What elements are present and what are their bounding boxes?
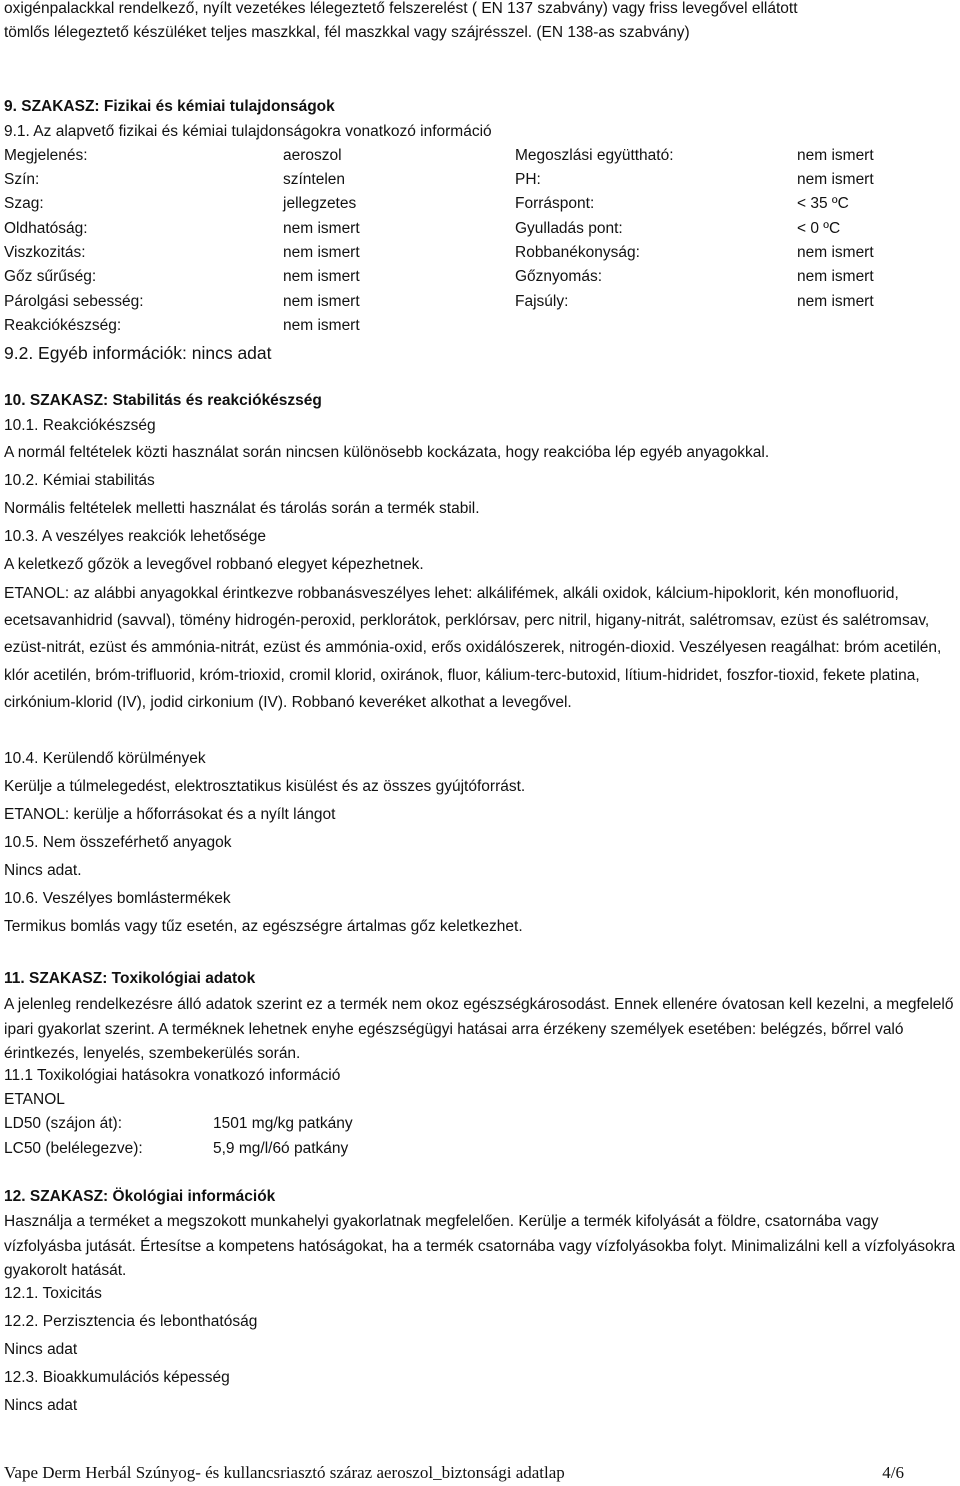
- property-label: Szag:: [4, 195, 44, 212]
- property-row: [0, 293, 960, 317]
- property-value: nem ismert: [797, 171, 874, 188]
- property-label: Megoszlási együttható:: [515, 147, 674, 164]
- property-label: Fajsúly:: [515, 293, 569, 310]
- property-value: nem ismert: [283, 317, 360, 334]
- property-label: Gőz sűrűség:: [4, 268, 97, 285]
- section-9-2-heading: 9.2. Egyéb információk: nincs adat: [4, 343, 272, 363]
- section-10-3-text: A keletkező gőzök a levegővel robbanó elegyet képezhetnek.: [4, 556, 424, 573]
- property-label: Forráspont:: [515, 195, 595, 212]
- property-value: nem ismert: [797, 147, 874, 164]
- property-label: Gyulladás pont:: [515, 220, 623, 237]
- property-value: nem ismert: [283, 268, 360, 285]
- ethanol-label: ETANOL: [4, 1091, 65, 1108]
- section-10-5-text: Nincs adat.: [4, 862, 82, 879]
- section-10-2-text: Normális feltételek melletti használat és tárolás során a termék stabil.: [4, 500, 480, 517]
- ld50-value: 1501 mg/kg patkány: [213, 1115, 353, 1132]
- section-10-3-heading: 10.3. A veszélyes reakciók lehetősége: [4, 528, 266, 545]
- section-10-4-heading: 10.4. Kerülendő körülmények: [4, 750, 206, 767]
- property-value: < 0 ºC: [797, 220, 841, 237]
- property-label: Viszkozitás:: [4, 244, 86, 261]
- property-value: < 35 ºC: [797, 195, 849, 212]
- section-12-3-text: Nincs adat: [4, 1397, 78, 1414]
- property-label: PH:: [515, 171, 541, 188]
- ld50-label: LD50 (szájon át):: [4, 1115, 123, 1132]
- page-footer: [4, 1463, 904, 1483]
- lc50-value: 5,9 mg/l/6ó patkány: [213, 1140, 349, 1157]
- section-10-6-heading: 10.6. Veszélyes bomlástermékek: [4, 890, 231, 907]
- footer-document-title: Vape Derm Herbál Szúnyog- és kullancsriasztó száraz aeroszol_biztonsági adatlap: [4, 1463, 565, 1482]
- section-9-title: 9. SZAKASZ: Fizikai és kémiai tulajdonságok: [4, 98, 335, 115]
- property-label: Oldhatóság:: [4, 220, 88, 237]
- property-row: [0, 244, 960, 268]
- section-12-title: 12. SZAKASZ: Ökológiai információk: [4, 1188, 276, 1205]
- section-11-1-heading: 11.1 Toxikológiai hatásokra vonatkozó információ: [4, 1067, 341, 1084]
- property-label: Gőznyomás:: [515, 268, 603, 285]
- section-12-1-heading: 12.1. Toxicitás: [4, 1285, 102, 1302]
- property-row: [0, 220, 960, 244]
- property-label: Párolgási sebesség:: [4, 293, 144, 310]
- property-label: Szín:: [4, 171, 40, 188]
- ethanol-incompatibilities-text: ETANOL: az alábbi anyagokkal érintkezve robbanásveszélyes lehet: alkálifémek, alkáli oxidok, kálcium-hipoklorit, kén monofluorid, ecetsavanhidrid (savval), tömény hidrogén-peroxid, perklorátok, perklórsav, perc nitril, higany-nitrát, salétromsav, ezüst és salétromsav, ezüst-nitrát, ezüst és ammónia-nitrát, ezüst és ammónia-oxid, erős oxidálószerek, nitrogén-dioxid. Veszélyesen reagálhat: bróm acetilén, klór acetilén, bróm-trifluorid, króm-trioxid, cromil klorid, oxiránok, fluor, kálium-terc-butoxid, lítium-hidridet, foszfor-tioxid, fekete platina, cirkónium-klorid (IV), jodid cirkonium (IV). Robbanó keveréket alkothat a levegővel.: [4, 585, 942, 711]
- section-10-2-heading: 10.2. Kémiai stabilitás: [4, 472, 155, 489]
- intro-line-1: oxigénpalackkal rendelkező, nyílt vezetékes lélegeztető felszerelést ( EN 137 szabvány) vagy friss levegővel ellátott: [4, 0, 798, 17]
- property-row: [0, 268, 960, 292]
- footer-page-number: 4/6: [882, 1463, 904, 1482]
- property-label: Megjelenés:: [4, 147, 88, 164]
- intro-line-2: tömlős lélegeztető készüléket teljes maszkkal, fél maszkkal vagy szájrésszel. (EN 138-as szabvány): [4, 24, 690, 41]
- property-label: Reakciókészség:: [4, 317, 122, 334]
- lc50-label: LC50 (belélegezve):: [4, 1140, 143, 1157]
- section-10-5-heading: 10.5. Nem összeférhető anyagok: [4, 834, 232, 851]
- section-11-title: 11. SZAKASZ: Toxikológiai adatok: [4, 970, 256, 987]
- property-value: nem ismert: [797, 293, 874, 310]
- section-12-text: Használja a terméket a megszokott munkahelyi gyakorlatnak megfelelően. Kerülje a termék kifolyását a földre, csatornába vagy vízfolyásba jutását. Értesítse a kompetens hatóságokat, ha a termék csatornába vagy vízfolyásokba folyt. Minimalizálni kell a vízfolyásokra gyakorolt hatását.: [4, 1213, 956, 1280]
- section-10-4-ethanol-text: ETANOL: kerülje a hőforrásokat és a nyílt lángot: [4, 806, 336, 823]
- property-row: [0, 317, 960, 341]
- property-value: nem ismert: [797, 268, 874, 285]
- property-value: nem ismert: [283, 293, 360, 310]
- property-value: aeroszol: [283, 147, 342, 164]
- section-10-4-text: Kerülje a túlmelegedést, elektrosztatikus kisülést és az összes gyújtóforrást.: [4, 778, 526, 795]
- section-10-6-text: Termikus bomlás vagy tűz esetén, az egészségre ártalmas gőz keletkezhet.: [4, 918, 523, 935]
- section-9-1-heading: 9.1. Az alapvető fizikai és kémiai tulajdonságokra vonatkozó információ: [4, 123, 492, 140]
- section-10-title: 10. SZAKASZ: Stabilitás és reakciókészség: [4, 392, 322, 409]
- property-row: [0, 195, 960, 219]
- property-value: jellegzetes: [283, 195, 357, 212]
- property-row: [0, 147, 960, 171]
- section-10-1-heading: 10.1. Reakciókészség: [4, 417, 156, 434]
- section-10-1-text: A normál feltételek közti használat során nincsen különösebb kockázata, hogy reakcióba lép egyéb anyagokkal.: [4, 444, 770, 461]
- section-12-2-text: Nincs adat: [4, 1341, 78, 1358]
- section-12-3-heading: 12.3. Bioakkumulációs képesség: [4, 1369, 230, 1386]
- property-value: színtelen: [283, 171, 346, 188]
- property-row: [0, 171, 960, 195]
- section-11-text: A jelenleg rendelkezésre álló adatok szerint ez a termék nem okoz egészségkárosodást. Ennek ellenére óvatosan kell kezelni, a megfelelő ipari gyakorlat szerint. A terméknek lehetnek enyhe egészségügyi hatásai arra érzékeny személyek esetében: belégzés, bőrrel való érintkezés, lenyelés, szembekerülés során.: [4, 996, 954, 1063]
- section-12-2-heading: 12.2. Perzisztencia és lebonthatóság: [4, 1313, 258, 1330]
- property-label: Robbanékonyság:: [515, 244, 640, 261]
- property-value: nem ismert: [283, 244, 360, 261]
- property-value: nem ismert: [283, 220, 360, 237]
- property-value: nem ismert: [797, 244, 874, 261]
